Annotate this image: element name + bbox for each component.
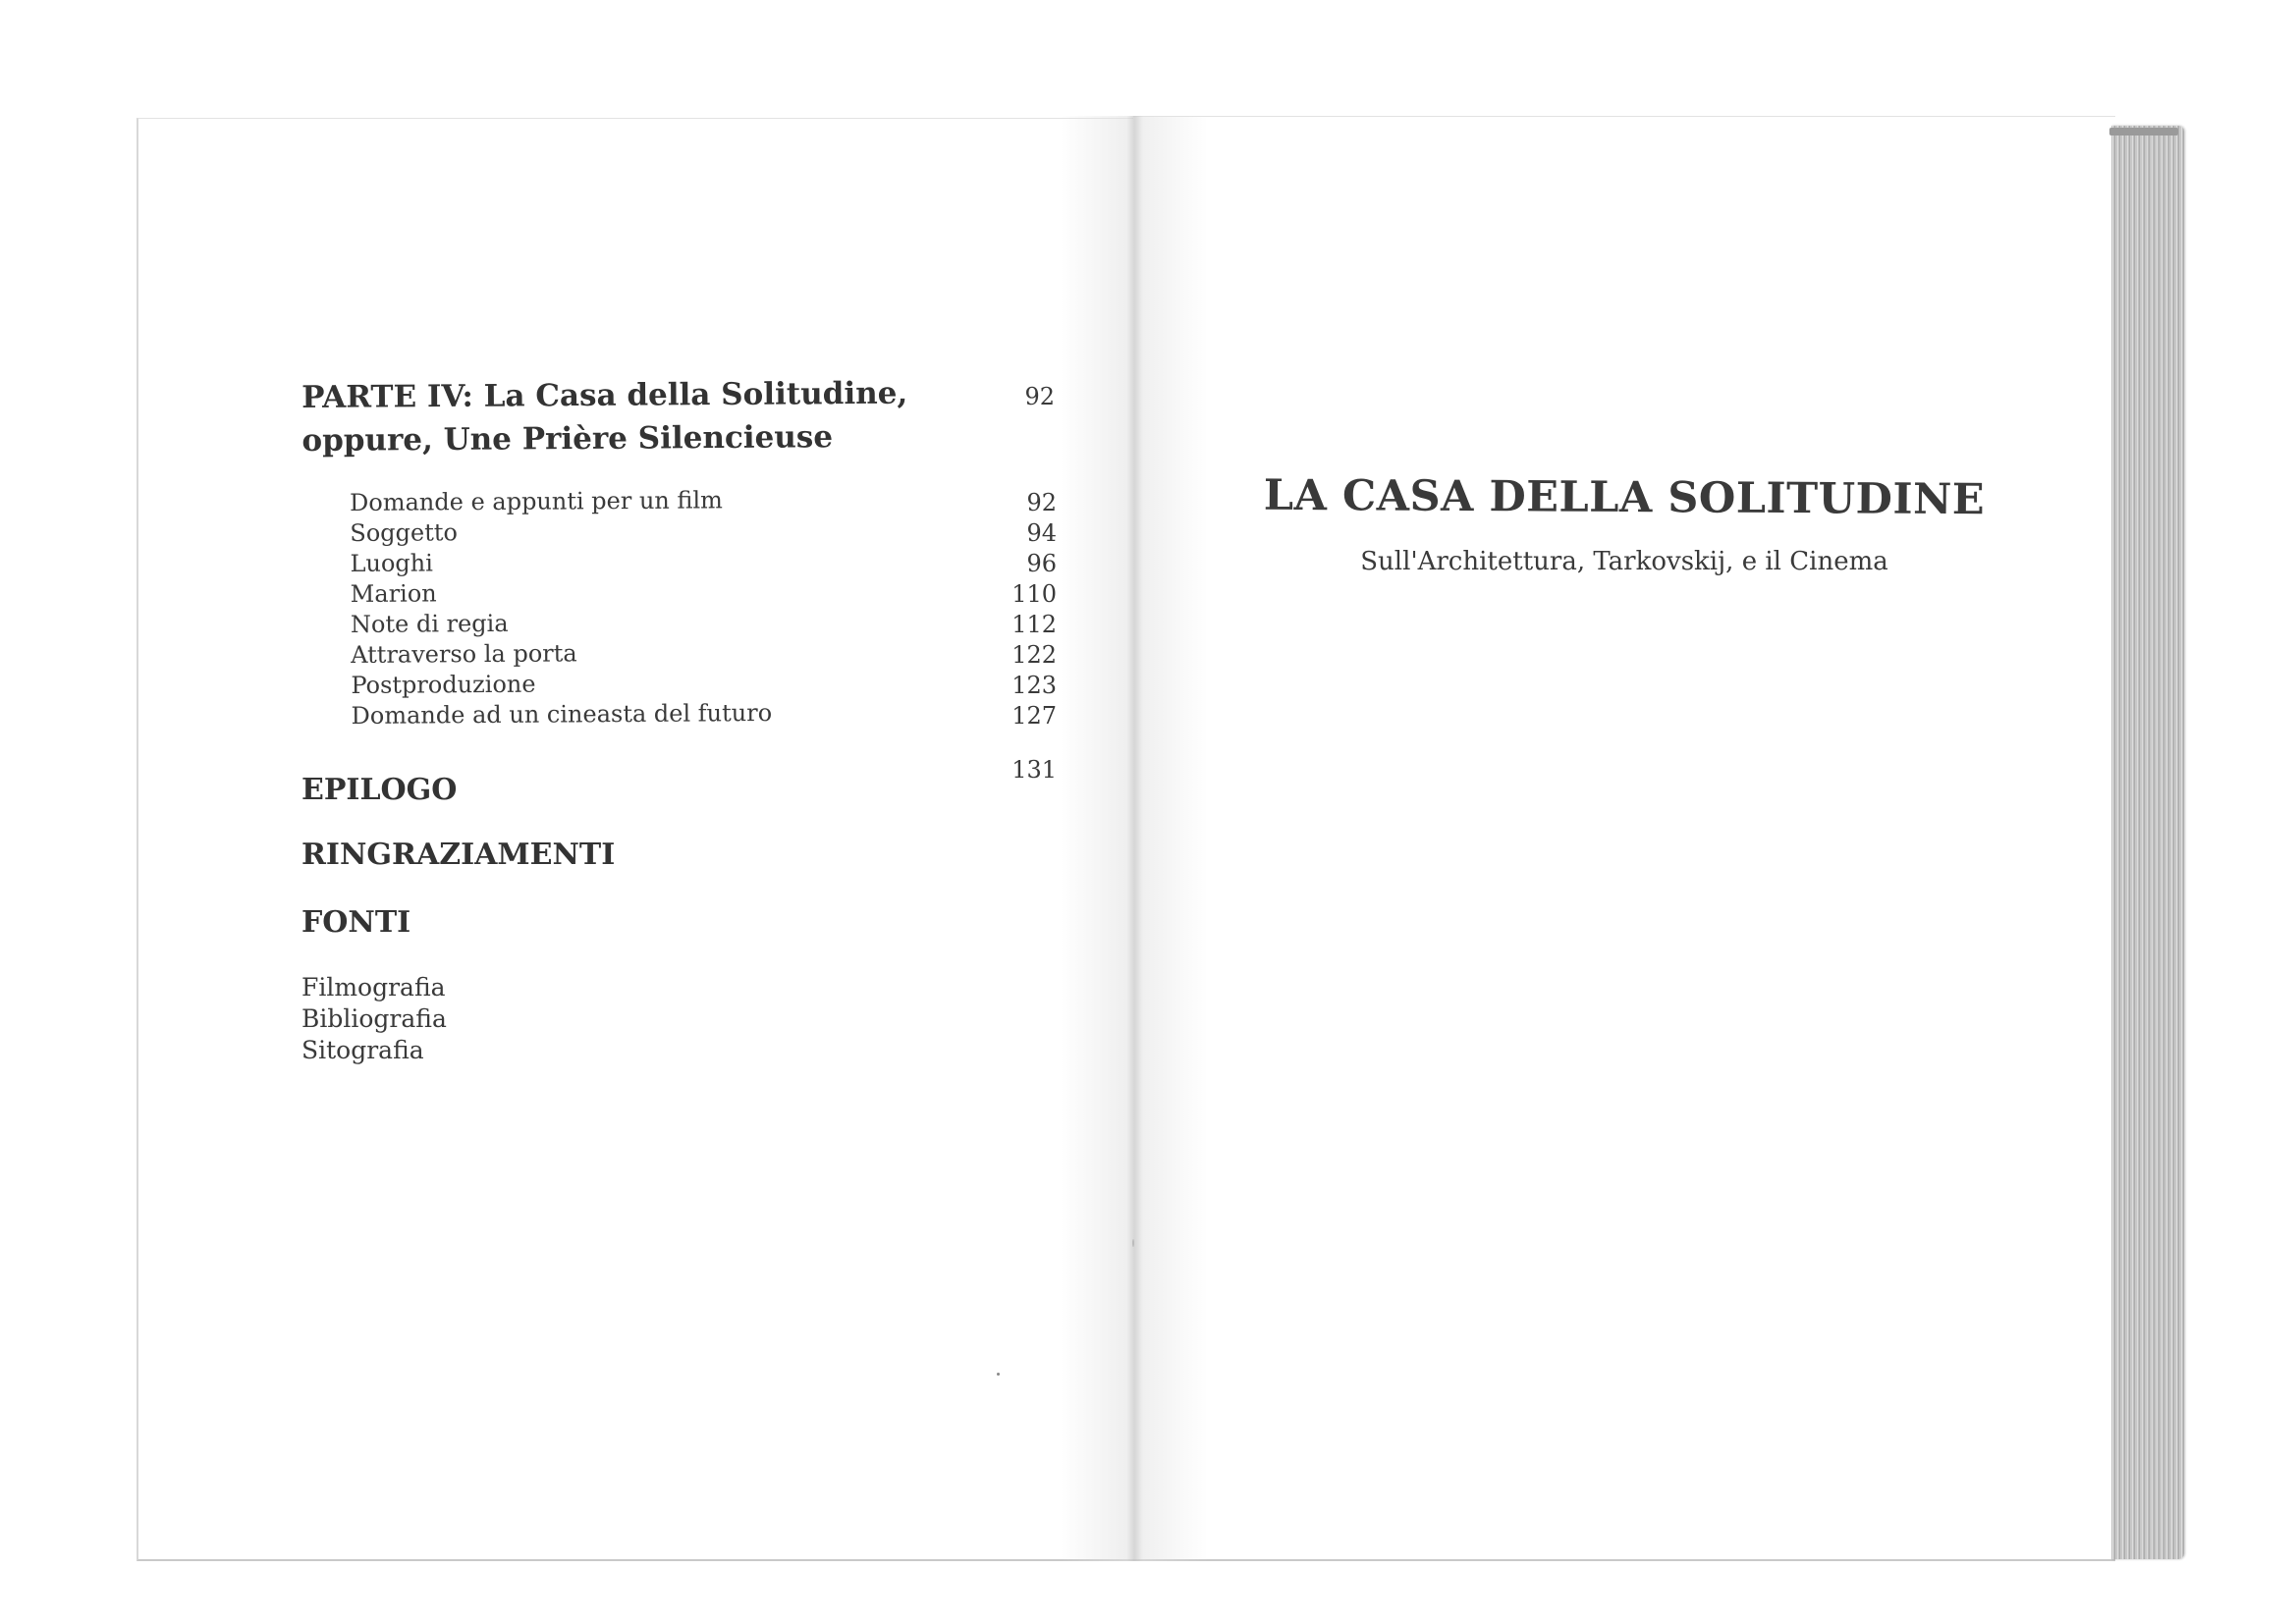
page-edges (2111, 126, 2184, 1559)
book-title: LA CASA DELLA SOLITUDINE (1263, 470, 1986, 525)
paper-speck (1132, 1239, 1134, 1247)
toc-ringraziamenti-heading: RINGRAZIAMENTI (301, 838, 616, 872)
toc-epilogo-heading: EPILOGO (301, 773, 458, 807)
toc-part-heading (301, 371, 951, 462)
toc-entry-page: 96 (1026, 550, 1057, 577)
toc-subentries (350, 485, 784, 731)
toc-part-title-line1: PARTE IV: La Casa della Solitudine, (301, 375, 908, 415)
toc-entry: Attraverso la porta (351, 639, 577, 669)
toc-entry-page: 110 (1011, 580, 1057, 608)
toc-epilogo-page: 131 (1011, 756, 1057, 784)
toc-source-item: Filmografia (301, 973, 446, 1001)
toc-entry: Marion (350, 579, 437, 608)
toc-subentry-pages (978, 488, 1057, 731)
toc-entry: Luoghi (350, 549, 433, 577)
toc-entry: Domande e appunti per un film (350, 486, 723, 516)
toc-entry: Note di regia (350, 609, 509, 638)
toc-entry-page: 122 (1011, 641, 1057, 669)
right-page (1133, 116, 2115, 1561)
toc-entry-page: 92 (1026, 489, 1057, 516)
toc-source-item: Bibliografia (301, 1004, 447, 1033)
toc-entry-page: 112 (1011, 611, 1057, 638)
toc-entry: Domande ad un cineasta del futuro (351, 699, 773, 730)
toc-entry: Soggetto (350, 518, 458, 547)
left-page (137, 118, 1133, 1561)
toc-entry: Postproduzione (351, 670, 536, 699)
paper-speck (997, 1373, 1000, 1376)
toc-entry-page: 94 (1026, 519, 1057, 547)
toc-sources-list (301, 972, 447, 1066)
toc-entry-page: 127 (1011, 702, 1057, 730)
toc-part-title-line2: oppure, Une Prière Silencieuse (301, 419, 834, 459)
page-edges-top (2109, 128, 2178, 135)
toc-part-page: 92 (1024, 383, 1055, 410)
toc-entry-page: 123 (1011, 672, 1057, 699)
book-subtitle: Sull'Architettura, Tarkovskij, e il Cinema (1360, 547, 1888, 576)
toc-source-item: Sitografia (301, 1036, 424, 1064)
toc-fonti-heading: FONTI (301, 905, 411, 940)
